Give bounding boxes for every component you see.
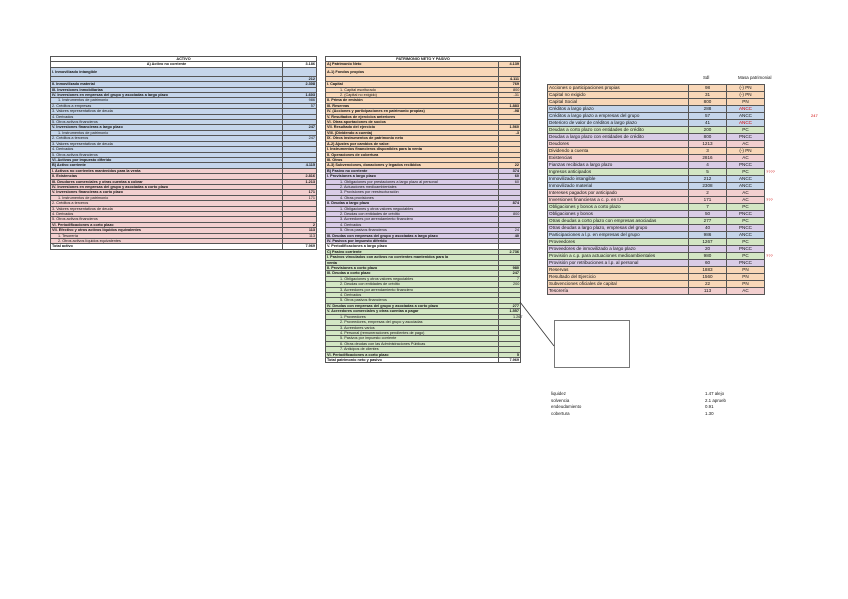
masa-type: ANCC (727, 120, 765, 127)
ratio-name: endeudamiento (551, 404, 582, 409)
masa-account: Inversiones financieras a c. p. en I.P. (548, 197, 689, 204)
masa-saldo: 2 (689, 190, 727, 197)
pasivo-row-label: 2. Deudas con entidades de crédito (326, 282, 499, 287)
pasivo-row-value: 7.969 (499, 357, 521, 362)
masa-account: Acciones o participaciones propias (548, 85, 689, 92)
masa-account: Subvenciones oficiales de capital (548, 281, 689, 288)
pasivo-row-label: B) Pasivo no corriente (326, 168, 499, 173)
activo-row-label: A) Activo no corriente (51, 62, 283, 67)
pasivo-row-label: A-3) Subvenciones, donaciones y legados recibidos (326, 163, 499, 168)
ratio-value: 1.30 (705, 410, 714, 416)
masa-type: (-) PN (727, 92, 765, 99)
blank-text-box[interactable] (554, 320, 630, 368)
ratios-block (551, 391, 726, 417)
activo-row-label: II. Existencias (51, 174, 283, 179)
activo-row-value: 247 (283, 136, 317, 141)
masa-row (548, 218, 765, 225)
masa-saldo: 20 (689, 246, 727, 253)
activo-row-label: 1. Tesorería (51, 233, 283, 238)
activo-row-value: 171 (283, 195, 317, 200)
activo-row-value: 57 (283, 103, 317, 108)
pasivo-row-label: III. Otros (326, 157, 499, 162)
activo-row-value: 2.308 (283, 82, 317, 87)
pasivo-row-value: 1.267 (499, 314, 521, 319)
masa-type: PNCC (727, 162, 765, 169)
annotation-note: ??? (766, 253, 773, 258)
pasivo-row-label: II. Provisiones a corto plazo (326, 266, 499, 271)
masa-saldo: 1267 (689, 239, 727, 246)
activo-row-value: 2 (283, 222, 317, 227)
pasivo-row-label: C) Pasivo corriente (326, 249, 499, 254)
masa-saldo: 2816 (689, 155, 727, 162)
masa-type: PNCC (727, 260, 765, 267)
activo-row-value (283, 67, 317, 76)
pasivo-table (325, 56, 521, 363)
masa-saldo: 800 (689, 134, 727, 141)
activo-row (51, 67, 317, 76)
masa-type: PNCC (727, 211, 765, 218)
masa-saldo: 1560 (689, 274, 727, 281)
saldo-header: Sdl (703, 75, 710, 80)
annotation-note: ??? (766, 197, 773, 202)
masa-account: Créditos a largo plazo a empresas del grupo (548, 113, 689, 120)
activo-row-label: II. Inmovilizado material (51, 82, 283, 87)
pasivo-row-label: 7. Anticipos de clientes (326, 347, 499, 352)
masa-account: Obligaciones y bonos (548, 211, 689, 218)
masa-account: Ingresos anticipados (548, 169, 689, 176)
masa-saldo: 41 (689, 120, 727, 127)
pasivo-row-value: 769 (499, 82, 521, 87)
activo-row-label: 3. Valores representativos de deuda (51, 109, 283, 114)
activo-row-label: 1. Instrumentos de patrimonio (51, 130, 283, 135)
masa-saldo: 986 (689, 232, 727, 239)
masa-account: Tesorería (548, 288, 689, 295)
activo-row-value: 171 (283, 190, 317, 195)
masa-type: (-) PN (727, 85, 765, 92)
masa-type: AC (727, 288, 765, 295)
masa-account: Resultado del Ejercicio (548, 274, 689, 281)
masa-saldo: 4 (689, 162, 727, 169)
masa-account: Existencias (548, 155, 689, 162)
pasivo-row (326, 67, 521, 76)
masa-account: Dividendo a cuenta (548, 148, 689, 155)
masa-account: Obligaciones y bonos a corto plazo (548, 204, 689, 211)
masa-header: Masa patrimonial (738, 75, 772, 80)
pasivo-row-label: III. Deudas a corto plazo (326, 271, 499, 276)
activo-row-label: Total activo (51, 244, 283, 249)
pasivo-row-label: 1. Obligaciones y otros valores negociables (326, 206, 499, 211)
masa-type: PC (727, 218, 765, 225)
pasivo-row-label: VII. Resultado del ejercicio (326, 125, 499, 130)
masa-account: Deudores (548, 141, 689, 148)
masa-saldo: 98 (689, 85, 727, 92)
activo-row-label: 3. Valores representativos de deuda (51, 141, 283, 146)
masa-row (548, 267, 765, 274)
pasivo-row-value: 374 (499, 168, 521, 173)
masa-type: ANCC (727, 113, 765, 120)
pasivo-row-value: 4.139 (499, 62, 521, 67)
masa-row (548, 85, 765, 92)
masa-account: Fianzas recibidas a largo plazo (548, 162, 689, 169)
masa-account: Capital no exigido (548, 92, 689, 99)
activo-row-label: 4. Derivados (51, 147, 283, 152)
pasivo-row-label: 5. Otros pasivos financieros (326, 298, 499, 303)
masa-saldo: 980 (689, 253, 727, 260)
ratio-value: 2.1 aprueb (705, 397, 726, 403)
masa-type: ANCC (727, 183, 765, 190)
activo-row-label: 1. Instrumentos de patrimonio (51, 195, 283, 200)
pasivo-row-label: IV. Deudas con empresas del grupo y asociadas a corto plazo (326, 303, 499, 308)
pasivo-row-label: VI. Periodificaciones a corto plazo (326, 352, 499, 357)
masa-account: Provisión a c.p. para actuaciones medioambientales (548, 253, 689, 260)
masa-saldo: 1213 (689, 141, 727, 148)
pasivo-row-label: 6. Otras deudas con las Administraciones Públicas (326, 341, 499, 346)
pasivo-row-label: II. Deudas a largo plazo (326, 201, 499, 206)
activo-table (50, 56, 317, 250)
masa-row (548, 127, 765, 134)
masa-row (548, 92, 765, 99)
pasivo-row-label: A-2) Ajustes por cambios de valor: (326, 141, 499, 146)
activo-row-label: 4. Derivados (51, 211, 283, 216)
activo-row-label: 5. Otros activos financieros (51, 152, 283, 157)
pasivo-row-value: 60 (499, 174, 521, 179)
pasivo-row-label: V. Acreedores comerciales y otras cuentas a pagar (326, 309, 499, 314)
activo-row-label: 2. Créditos a terceros (51, 136, 283, 141)
pasivo-row-label: VIII. (Dividendo a cuenta) (326, 130, 499, 135)
activo-row-label: 2. Créditos a terceros (51, 201, 283, 206)
annotation-note: 247 (811, 113, 818, 118)
activo-row-value: 212 (283, 76, 317, 81)
activo-row-label: B) Activo corriente (51, 163, 283, 168)
pasivo-row-label: III. Deudas con empresas del grupo y asociadas a largo plazo (326, 233, 499, 238)
pasivo-title: PATRIMONIO NETO Y PASIVO (326, 57, 521, 62)
masa-type: PC (727, 127, 765, 134)
pasivo-row-value: 4.111 (499, 76, 521, 81)
pasivo-row-label: 3. Provisiones por reestructuración (326, 190, 499, 195)
ratio-value: 0.91 (705, 404, 714, 409)
pasivo-row-label: IV. Pasivos por impuesto diferido (326, 239, 499, 244)
activo-row-label: 2. Otros activos líquidos equivalentes (51, 239, 283, 244)
masa-row (548, 113, 765, 120)
pasivo-row-value (499, 67, 521, 76)
masa-account: Participaciones a l.p. en empresas del grupo (548, 232, 689, 239)
pasivo-row-value: -31 (499, 93, 521, 98)
masa-account: Capital Social (548, 99, 689, 106)
ratio-row (551, 410, 714, 418)
annotation-note: ???? (766, 169, 775, 174)
masa-type: AC (727, 155, 765, 162)
pasivo-row-label: Total patrimonio neto y pasivo (326, 357, 499, 362)
masa-row (548, 106, 765, 113)
activo-row-label: IV. Inversiones en empresas del grupo y asociadas a corto plazo (51, 184, 283, 189)
pasivo-row-label: 2. Actuaciones medioambientales (326, 184, 499, 189)
masa-row (548, 120, 765, 127)
pasivo-row-label: 1. Capital escriturado (326, 87, 499, 92)
activo-row-value: 1.603 (283, 93, 317, 98)
masa-type: PC (727, 204, 765, 211)
masa-row (548, 281, 765, 288)
pasivo-row-value: 800 (499, 211, 521, 216)
activo-row-value: 4.115 (283, 163, 317, 168)
pasivo-row-value: 40 (499, 233, 521, 238)
masa-saldo: 31 (689, 92, 727, 99)
ratio-name: liquidez (551, 391, 566, 396)
masa-account: Inmovilizado material (548, 183, 689, 190)
masa-account: Intereses pagados por anticipado (548, 190, 689, 197)
masa-saldo: 1883 (689, 267, 727, 274)
pasivo-row (326, 357, 521, 362)
masa-type: ANCC (727, 176, 765, 183)
masa-row (548, 183, 765, 190)
activo-row-label: 2. Créditos a empresas (51, 103, 283, 108)
masa-account: Deterioro de valor de créditos a largo plazo (548, 120, 689, 127)
activo-row-label: III. Deudores comerciales y otras cuentas a cobrar (51, 179, 283, 184)
masa-account: Reservas (548, 267, 689, 274)
pasivo-row-value: 24 (499, 228, 521, 233)
masa-saldo: 800 (689, 99, 727, 106)
masa-type: PC (727, 169, 765, 176)
pasivo-row-value: 980 (499, 266, 521, 271)
masa-row (548, 162, 765, 169)
pasivo-row-label: II. Operaciones de cobertura (326, 152, 499, 157)
pasivo-row-value: 277 (499, 303, 521, 308)
pasivo-row-label: 2. (Capital no exigido) (326, 93, 499, 98)
masa-row (548, 246, 765, 253)
masa-saldo: 113 (689, 288, 727, 295)
pasivo-row-value: 800 (499, 87, 521, 92)
pasivo-row-label: IV. (Acciones y participaciones en patrimonio propias) (326, 109, 499, 114)
pasivo-row-label: IX. Otros instrumentos de patrimonio neto (326, 136, 499, 141)
pasivo-row-value: 1.557 (499, 309, 521, 314)
masa-row (548, 253, 765, 260)
activo-row-label: 5. Otros activos financieros (51, 120, 283, 125)
ratio-name: cobertura (551, 410, 570, 416)
masa-type: PNCC (727, 225, 765, 232)
pasivo-row-value: 7 (499, 276, 521, 281)
masa-row (548, 239, 765, 246)
pasivo-row-value: 60 (499, 179, 521, 184)
pasivo-row-value: 2.736 (499, 249, 521, 254)
masa-saldo: 3 (689, 148, 727, 155)
masa-row (548, 141, 765, 148)
masa-type: PN (727, 267, 765, 274)
masa-row (548, 155, 765, 162)
activo-row-value: 113 (283, 233, 317, 238)
activo-row-label: 4. Derivados (51, 114, 283, 119)
masa-account: Proveedores de inmovilizado a largo plazo (548, 246, 689, 253)
masa-saldo: 7 (689, 204, 727, 211)
activo-row-label: VI. Periodificaciones a corto plazo (51, 222, 283, 227)
pasivo-row-label: I. Pasivos vinculados con activos no corrientes mantenidos para la (326, 255, 499, 260)
masa-type: PC (727, 253, 765, 260)
masa-type: PN (727, 281, 765, 288)
masa-saldo: 5 (689, 169, 727, 176)
pasivo-row-label: I. Instrumentos financieros disponibles para la venta (326, 147, 499, 152)
masa-type: ANCC (727, 106, 765, 113)
masa-type: PC (727, 239, 765, 246)
activo-row-value: 986 (283, 98, 317, 103)
pasivo-row-value: -98 (499, 109, 521, 114)
pasivo-row-value: 1.883 (499, 103, 521, 108)
pasivo-row-label: 3. Acreedores por arrendamiento financiero (326, 217, 499, 222)
masa-saldo: 57 (689, 113, 727, 120)
masa-type: AC (727, 197, 765, 204)
pasivo-row-label: VI. Otras aportaciones de socios (326, 120, 499, 125)
activo-row-label: I. Activos no corrientes mantenidos para la venta (51, 168, 283, 173)
pasivo-row-label: A-1) Fondos propios (326, 67, 499, 76)
activo-row-label: 5. Otros activos financieros (51, 217, 283, 222)
masa-saldo: 171 (689, 197, 727, 204)
masa-row (548, 176, 765, 183)
pasivo-row-label: 1. Obligaciones y otros valores negociables (326, 276, 499, 281)
masa-saldo: 2308 (689, 183, 727, 190)
masa-type: AC (727, 141, 765, 148)
masa-saldo: 22 (689, 281, 727, 288)
pasivo-row-label: 3. Acreedores varios (326, 325, 499, 330)
pasivo-row-value: 1.560 (499, 125, 521, 130)
pasivo-row-label: 1. Obligaciones por prestaciones a largo plazo al personal (326, 179, 499, 184)
masa-account: Otras deudas a corto plazo con empresas asociadas (548, 218, 689, 225)
activo-row-label: 3. Valores representativos de deuda (51, 206, 283, 211)
masa-type: PN (727, 274, 765, 281)
activo-row-label: III. Inversiones inmobiliarias (51, 87, 283, 92)
activo-row-label: VII. Efectivo y otros activos líquidos equivalentes (51, 228, 283, 233)
pasivo-row-value: 874 (499, 201, 521, 206)
ratio-value: 1.47 alejo (705, 391, 725, 396)
activo-row-value: 113 (283, 228, 317, 233)
pasivo-row-value: 5 (499, 352, 521, 357)
masa-account: Inmovilizado intangible (548, 176, 689, 183)
activo-row (51, 244, 317, 249)
masa-row (548, 260, 765, 267)
pasivo-row-label: I. Capital (326, 82, 499, 87)
pasivo-row-value: 200 (499, 282, 521, 287)
activo-row-label: V. Inversiones financieras a largo plazo (51, 125, 283, 130)
masa-saldo: 200 (689, 127, 727, 134)
masa-type: (-) PN (727, 148, 765, 155)
activo-row-label: 1. Instrumentos de patrimonio (51, 98, 283, 103)
masa-row (548, 274, 765, 281)
masa-row (548, 225, 765, 232)
pasivo-row-label: 1. Proveedores (326, 314, 499, 319)
activo-row-value: 1.213 (283, 179, 317, 184)
masa-account: Otras deudas a largo plazo, empresas del grupo (548, 225, 689, 232)
masa-account: Proveedores (548, 239, 689, 246)
masa-row (548, 288, 765, 295)
pasivo-row-label: V. Periodificaciones a largo plazo (326, 244, 499, 249)
pasivo-row-label: 4. Derivados (326, 222, 499, 227)
masa-row (548, 197, 765, 204)
pasivo-row-label: 5. Pasivos por impuesto corriente (326, 336, 499, 341)
pasivo-row-label: 4. Personal (remuneraciones pendientes de pago) (326, 330, 499, 335)
masa-saldo: 288 (689, 106, 727, 113)
pasivo-row-label: 4. Derivados (326, 293, 499, 298)
pasivo-row-value: 247 (499, 271, 521, 276)
masa-account: Provisión por retribuciones a l.p. al personal (548, 260, 689, 267)
masa-row (548, 232, 765, 239)
masa-row (548, 204, 765, 211)
activo-row-value: 2.816 (283, 174, 317, 179)
masa-saldo: 50 (689, 211, 727, 218)
masa-account: Deudas a corto plazo con entidades de crédito (548, 127, 689, 134)
pasivo-row-label: venta (326, 260, 499, 265)
masa-type: PNCC (727, 246, 765, 253)
activo-row-label: I. Inmovilizado intangible (51, 67, 283, 76)
masa-saldo: 277 (689, 218, 727, 225)
pasivo-row-label: A) Patrimonio Neto (326, 62, 499, 67)
activo-row-label: VI. Activos por impuesto diferido (51, 157, 283, 162)
pasivo-row-label: 5. Otros pasivos financieros (326, 228, 499, 233)
masa-row (548, 148, 765, 155)
masa-type: PNCC (727, 134, 765, 141)
pasivo-row-label: I. Provisiones a largo plazo (326, 174, 499, 179)
masa-account: Créditos a largo plazo (548, 106, 689, 113)
masa-saldo: 40 (689, 225, 727, 232)
masa-row (548, 134, 765, 141)
masa-row (548, 169, 765, 176)
masa-saldo: 60 (689, 260, 727, 267)
pasivo-row-label: II. Prima de emisión (326, 98, 499, 103)
activo-title: ACTIVO (51, 57, 317, 62)
activo-row-label: V. Inversiones financieras a corto plazo (51, 190, 283, 195)
masa-type: PN (727, 99, 765, 106)
activo-row-label: IV. Inversiones en empresas del grupo y asociadas a largo plazo (51, 93, 283, 98)
activo-row-value: 247 (283, 125, 317, 130)
pasivo-row-label: 2. Deudas con entidades de crédito (326, 211, 499, 216)
masa-type: AC (727, 190, 765, 197)
pasivo-row-label: 3. Acreedores por arrendamiento financiero (326, 287, 499, 292)
masa-type: ANCC (727, 232, 765, 239)
pasivo-row-label: V. Resultados de ejercicios anteriores (326, 114, 499, 119)
pasivo-row-label: 2. Proveedores, empresas del grupo y asociadas (326, 320, 499, 325)
masas-table (547, 84, 765, 295)
pasivo-row-value: 22 (499, 163, 521, 168)
ratio-name: solvencia (551, 397, 570, 403)
activo-row-value: 3.186 (283, 62, 317, 67)
masa-row (548, 190, 765, 197)
masa-row (548, 99, 765, 106)
masa-row (548, 211, 765, 218)
pasivo-row-label: 4. Otras provisiones (326, 195, 499, 200)
masa-saldo: 212 (689, 176, 727, 183)
pasivo-row-value: -3 (499, 130, 521, 135)
activo-row-value: 7.969 (283, 244, 317, 249)
masa-account: Deudas a largo plazo con entidades de crédito (548, 134, 689, 141)
pasivo-row-label: III. Reservas (326, 103, 499, 108)
connector-line (518, 300, 558, 350)
